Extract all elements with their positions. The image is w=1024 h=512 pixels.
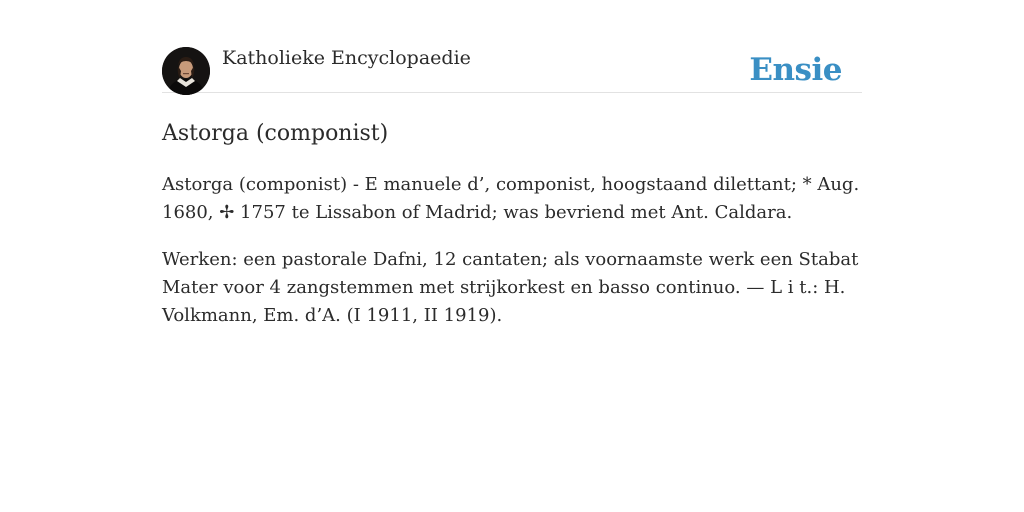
site-name[interactable]: Katholieke Encyclopaedie	[222, 47, 471, 69]
site-header	[162, 46, 862, 93]
article-title: Astorga (componist)	[162, 121, 389, 146]
portrait-avatar-icon[interactable]	[162, 47, 210, 95]
article-paragraph: Astorga (componist) - E manuele d’, componist, hoogstaand dilettant; * Aug. 1680, ✢ 1757 te Lissabon of Madrid; was bevriend met Ant. Caldara.	[162, 174, 860, 223]
page-container	[162, 46, 862, 330]
brand-logo-link[interactable]: Ensie	[749, 52, 842, 88]
article-paragraph: Werken: een pastorale Dafni, 12 cantaten; als voornaamste werk een Stabat Mater voor 4 zangstemmen met strijkorkest en basso continuo. — L i t.: H. Volkmann, Em. d’A. (I 1911, II 1919).	[162, 249, 859, 326]
